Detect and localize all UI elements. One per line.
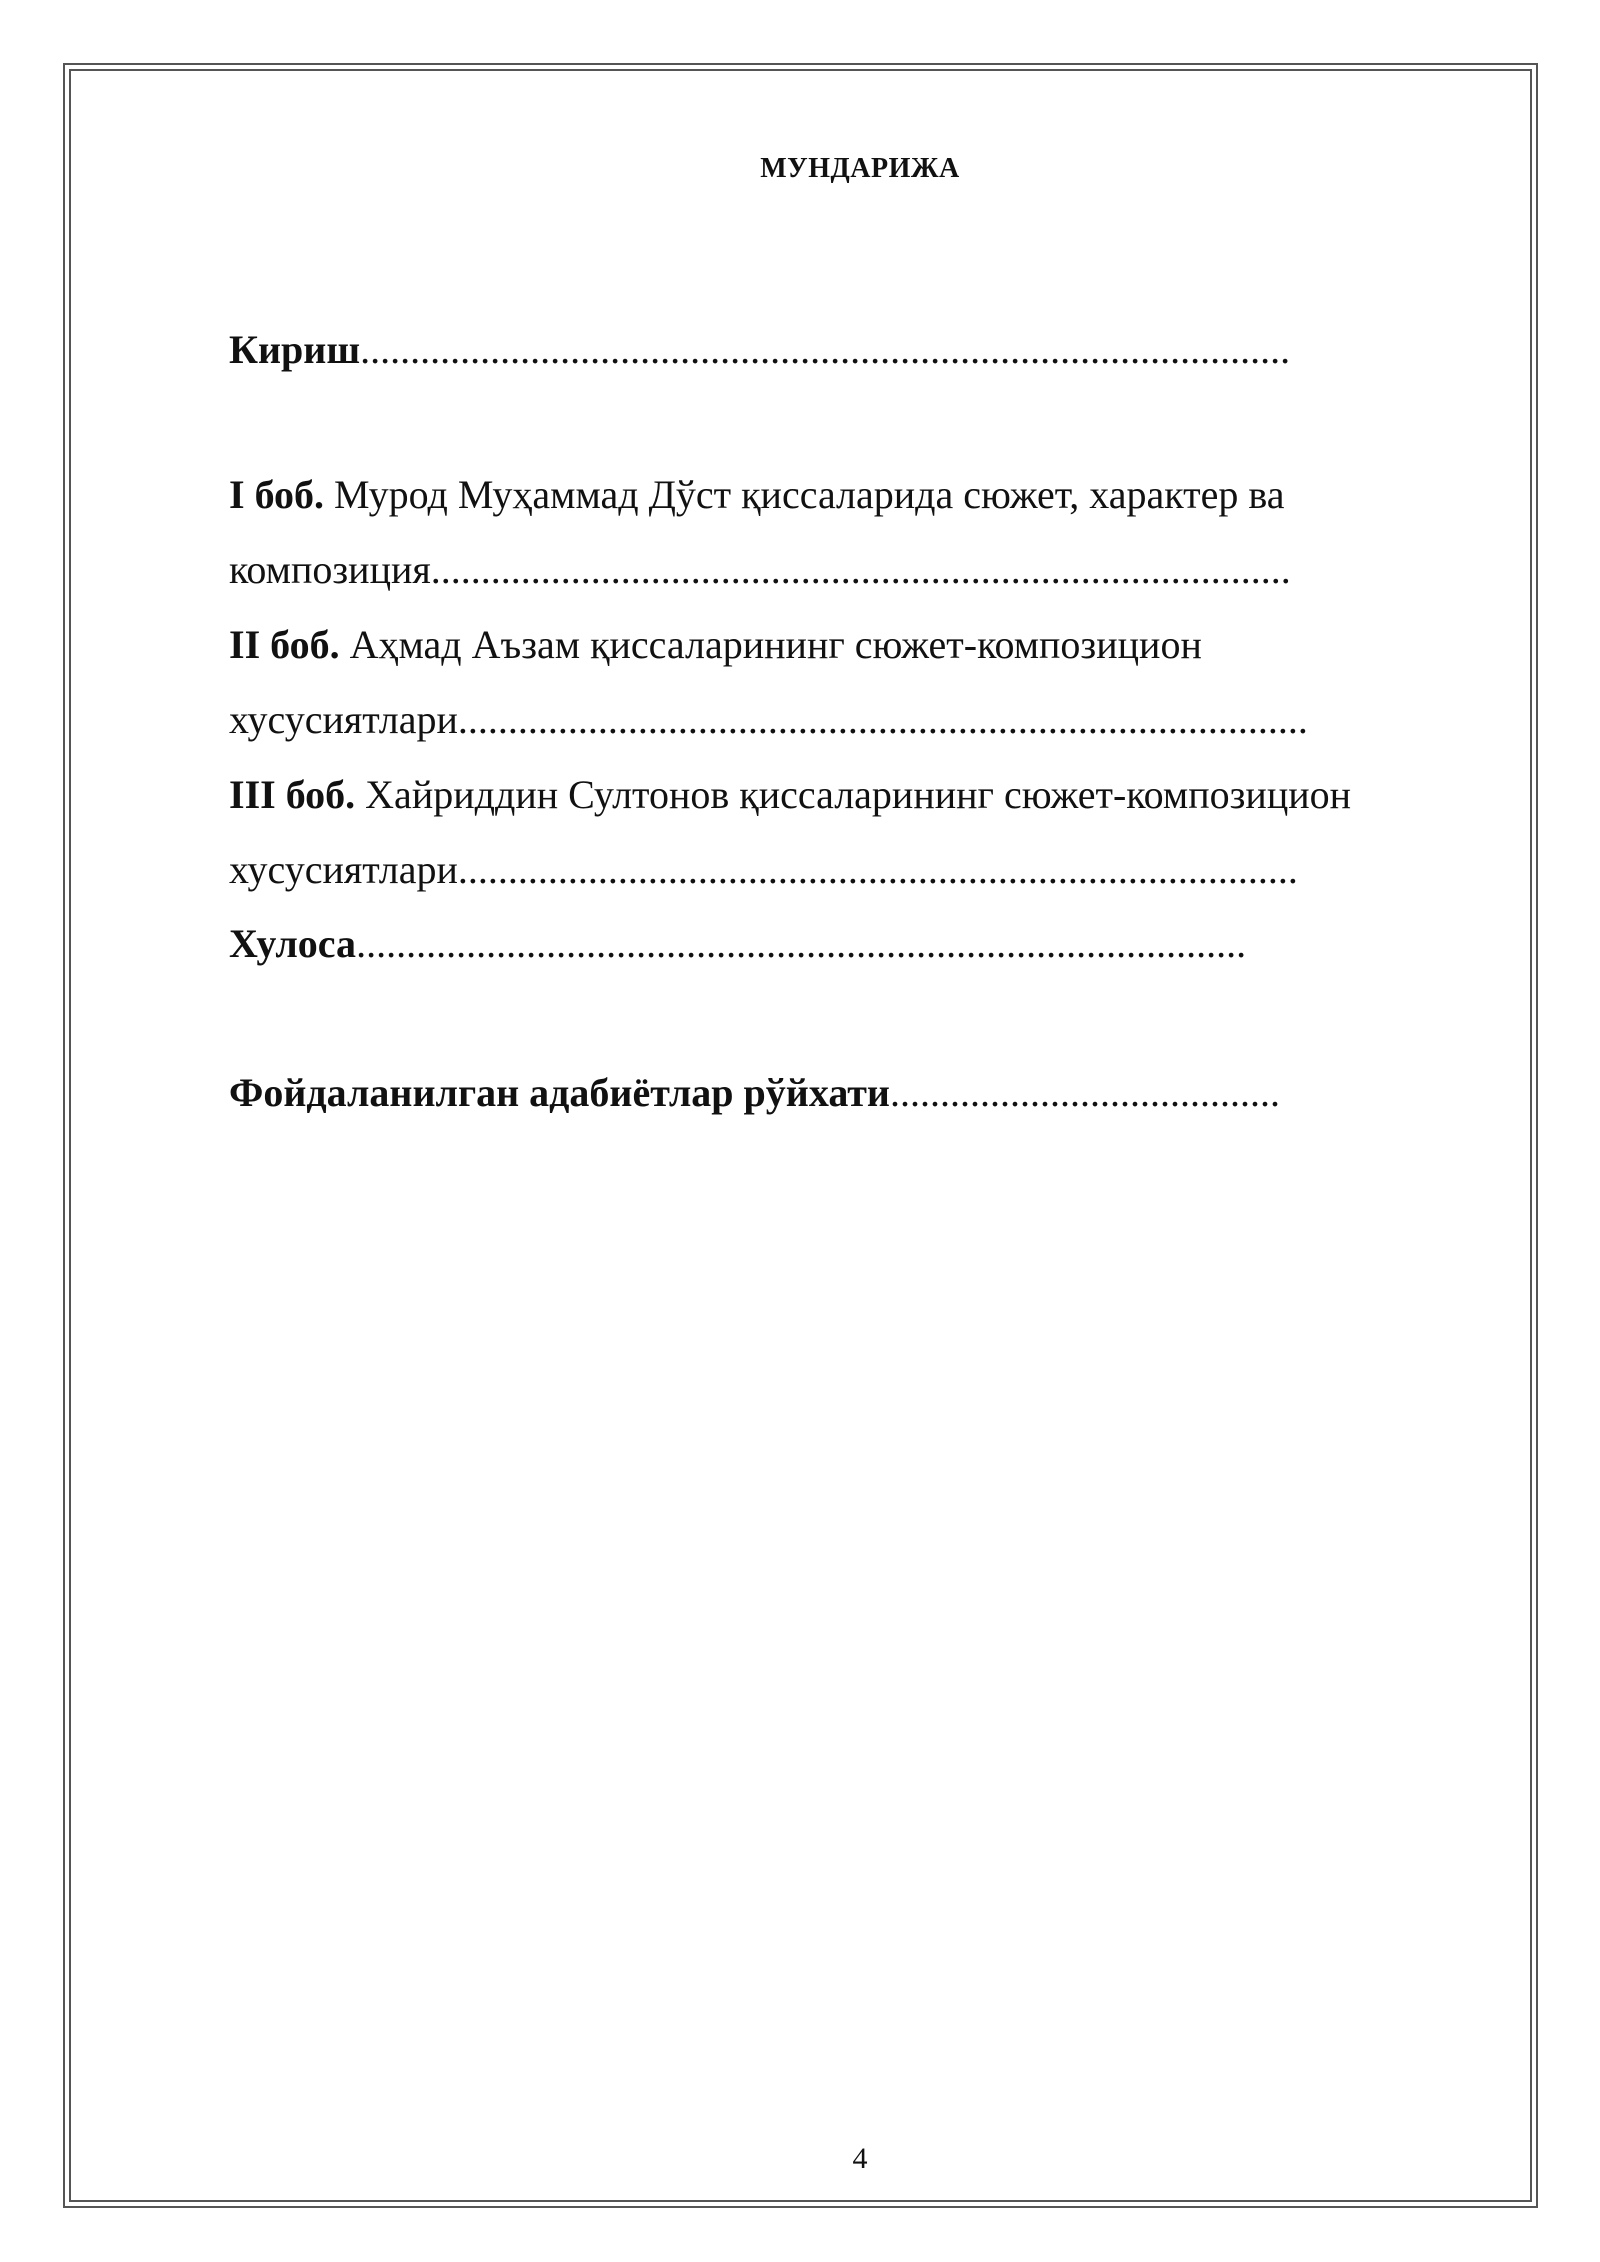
toc-conclusion-label: Хулоса (229, 921, 357, 966)
toc-chapter-3-prefix: III боб. (229, 772, 356, 817)
page-border-inner (69, 69, 1532, 2202)
toc-leader-dots: ....................................... (889, 1070, 1280, 1115)
page-number: 4 (852, 2142, 868, 2175)
toc-entry-chapter-1[interactable] (229, 472, 1285, 517)
toc-chapter-3-title: Хайриддин Султонов қиссаларининг сюжет-композицион (355, 772, 1352, 817)
toc-entry-references[interactable] (229, 1070, 1280, 1115)
toc-chapter-1-title: Мурод Муҳаммад Дўст қиссаларида сюжет, характер ва (324, 472, 1285, 517)
toc-references-label: Фойдаланилган адабиётлар рўйхати (229, 1070, 890, 1115)
toc-entry-chapter-3-cont[interactable] (229, 847, 1298, 892)
toc-leader-dots: .................................................................................... (457, 847, 1298, 892)
toc-leader-dots: ...................................................................................... (430, 547, 1291, 592)
toc-entry-chapter-1-cont[interactable] (229, 547, 1291, 592)
page-title: МУНДАРИЖА (760, 153, 960, 184)
toc-entry-chapter-2-cont[interactable] (229, 697, 1308, 742)
toc-chapter-2-title: Аҳмад Аъзам қиссаларининг сюжет-композицион (339, 622, 1202, 667)
toc-chapter-1-prefix: I боб. (229, 472, 325, 517)
toc-entry-chapter-3[interactable] (229, 772, 1352, 817)
toc-chapter-2-title-cont: хусусиятлари (229, 697, 458, 742)
toc-entry-conclusion[interactable] (229, 921, 1247, 966)
toc-entry-intro[interactable] (229, 327, 1291, 372)
toc-chapter-3-title-cont: хусусиятлари (229, 847, 458, 892)
toc-chapter-1-title-cont: композиция (229, 547, 431, 592)
toc-leader-dots: ............................................................................................. (360, 327, 1291, 372)
toc-intro-label: Кириш (229, 327, 361, 372)
toc-leader-dots: ......................................................................................... (356, 921, 1247, 966)
toc-leader-dots: ..................................................................................... (457, 697, 1308, 742)
toc-chapter-2-prefix: II боб. (229, 622, 340, 667)
toc-entry-chapter-2[interactable] (229, 622, 1202, 667)
